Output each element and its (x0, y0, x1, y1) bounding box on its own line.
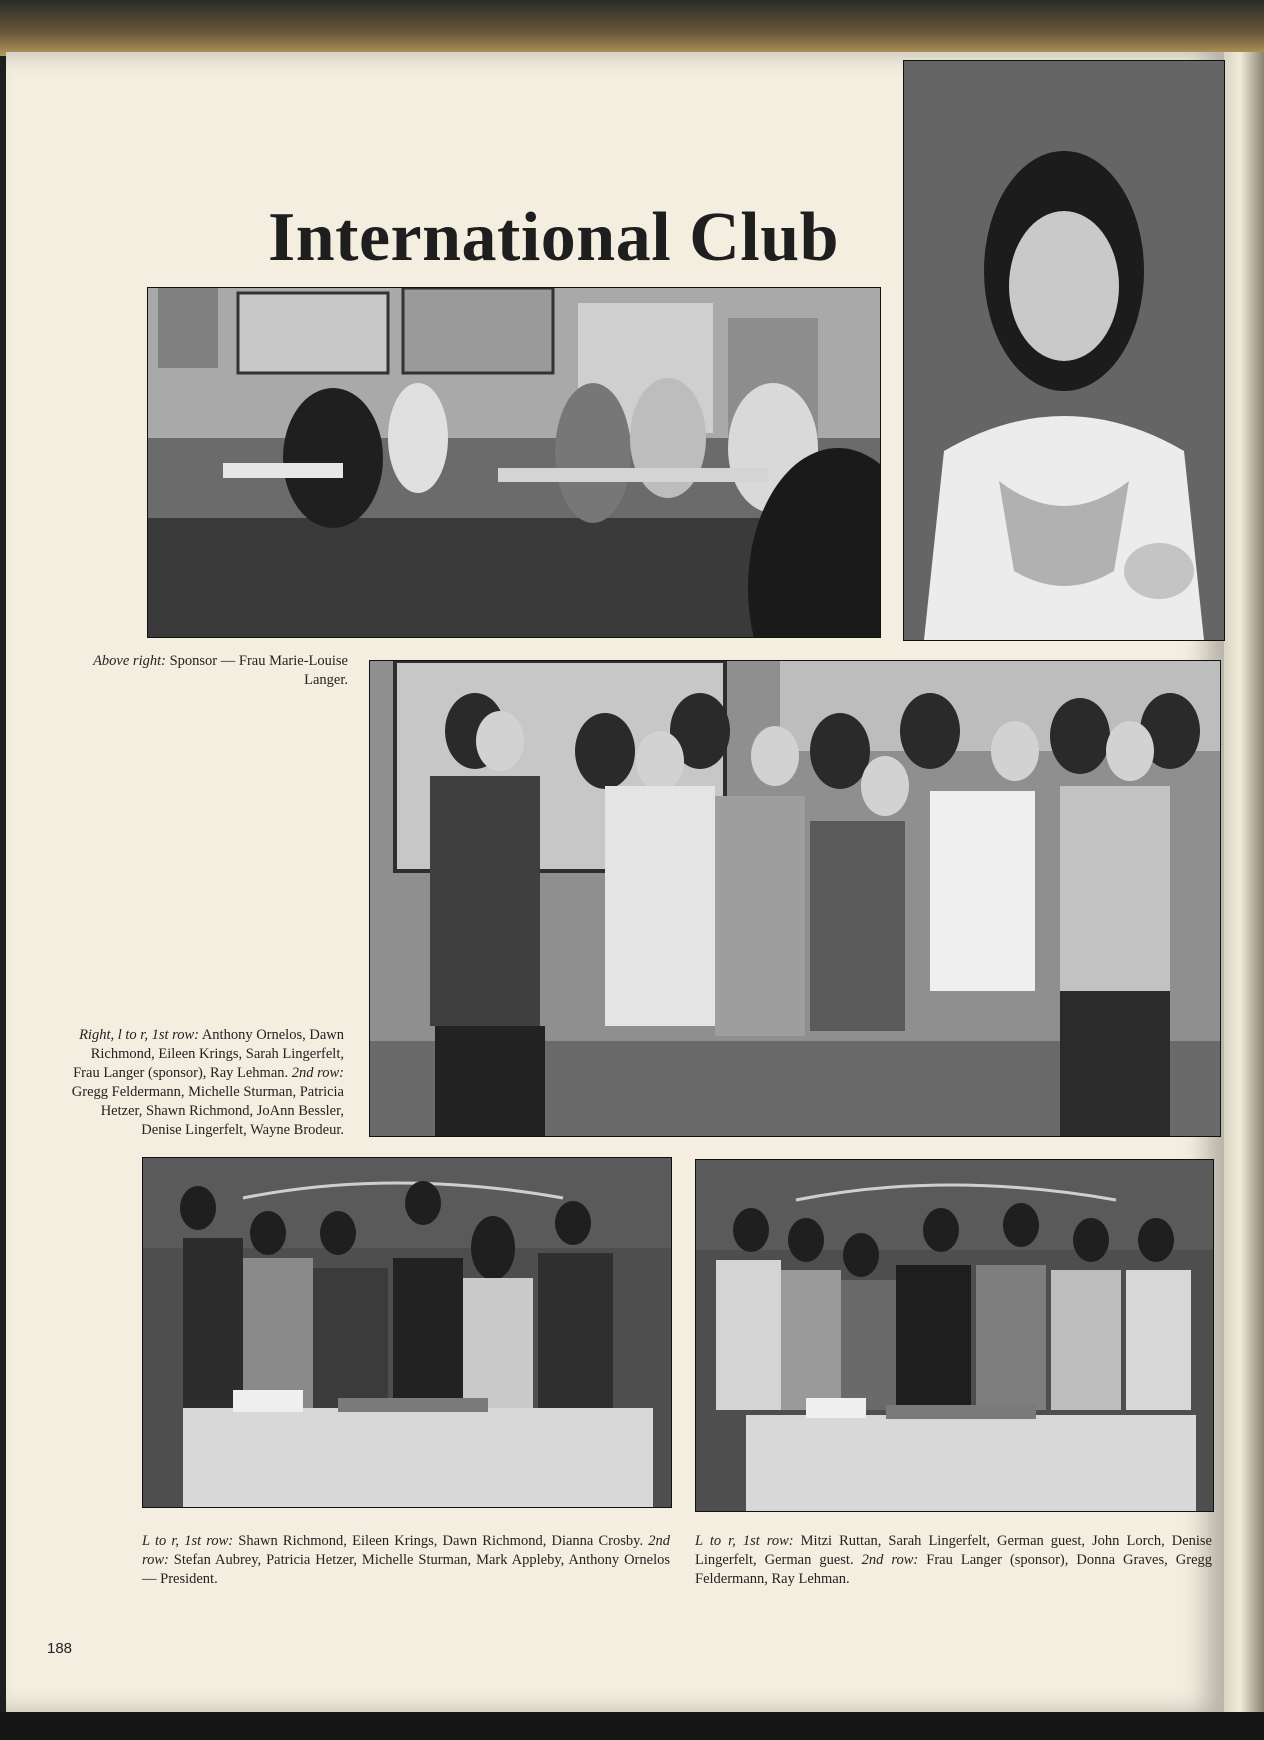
sponsor-portrait-photo (903, 60, 1225, 641)
caption-lead-first-row: L to r, 1st row: (142, 1533, 234, 1549)
caption-lead-first-row: L to r, 1st row: (695, 1533, 794, 1549)
page-title: International Club (268, 199, 840, 276)
caption-lead-second-row: 2nd row: (861, 1552, 919, 1568)
caption-text-second-row: Gregg Feldermann, Michelle Sturman, Patricia Hetzer, Shawn Richmond, JoAnn Bessler, Denise Lingerfelt, Wayne Brodeur. (71, 1084, 344, 1138)
page-number: 188 (47, 1640, 73, 1657)
caption-lead-first-row: Right, l to r, 1st row: (79, 1027, 199, 1043)
classroom-photo-icon (148, 288, 880, 637)
book-binding (0, 0, 1264, 56)
caption-lead: Above right: (93, 653, 166, 669)
bottom-shadow (0, 1712, 1264, 1740)
caption-text: Sponsor — Frau Marie-Louise Langer. (165, 653, 348, 688)
christmas-right-photo-icon (696, 1160, 1213, 1511)
christmas-left-caption (142, 1532, 670, 1589)
caption-lead-second-row: 2nd row: (291, 1065, 344, 1081)
caption-text-first-row: Mitzi Ruttan, Sarah Lingerfelt, German guest, John Lorch, Denise Lingerfelt, German guest. (695, 1533, 1212, 1568)
caption-text-first-row: Shawn Richmond, Eileen Krings, Dawn Richmond, Dianna Crosby. (233, 1533, 649, 1549)
sponsor-photo-icon (904, 61, 1224, 640)
classroom-meeting-photo (147, 287, 881, 638)
page-edge (1224, 52, 1264, 1712)
caption-text-first-row: Anthony Ornelos, Dawn Richmond, Eileen Krings, Sarah Lingerfelt, Frau Langer (sponsor), Ray Lehman. (73, 1027, 344, 1081)
caption-lead-second-row: 2nd row: (142, 1533, 670, 1568)
group-photo-icon (370, 661, 1220, 1136)
club-group-photo (369, 660, 1221, 1137)
christmas-party-photo-right (695, 1159, 1214, 1512)
caption-text-second-row: Frau Langer (sponsor), Donna Graves, Gregg Feldermann, Ray Lehman. (695, 1552, 1213, 1587)
christmas-left-photo-icon (143, 1158, 671, 1507)
sponsor-caption (70, 652, 348, 690)
caption-text-second-row: Stefan Aubrey, Patricia Hetzer, Michelle Sturman, Mark Appleby, Anthony Ornelos — President. (142, 1552, 670, 1587)
christmas-party-photo-left (142, 1157, 672, 1508)
christmas-right-caption (695, 1532, 1212, 1589)
group-caption (62, 1026, 344, 1140)
